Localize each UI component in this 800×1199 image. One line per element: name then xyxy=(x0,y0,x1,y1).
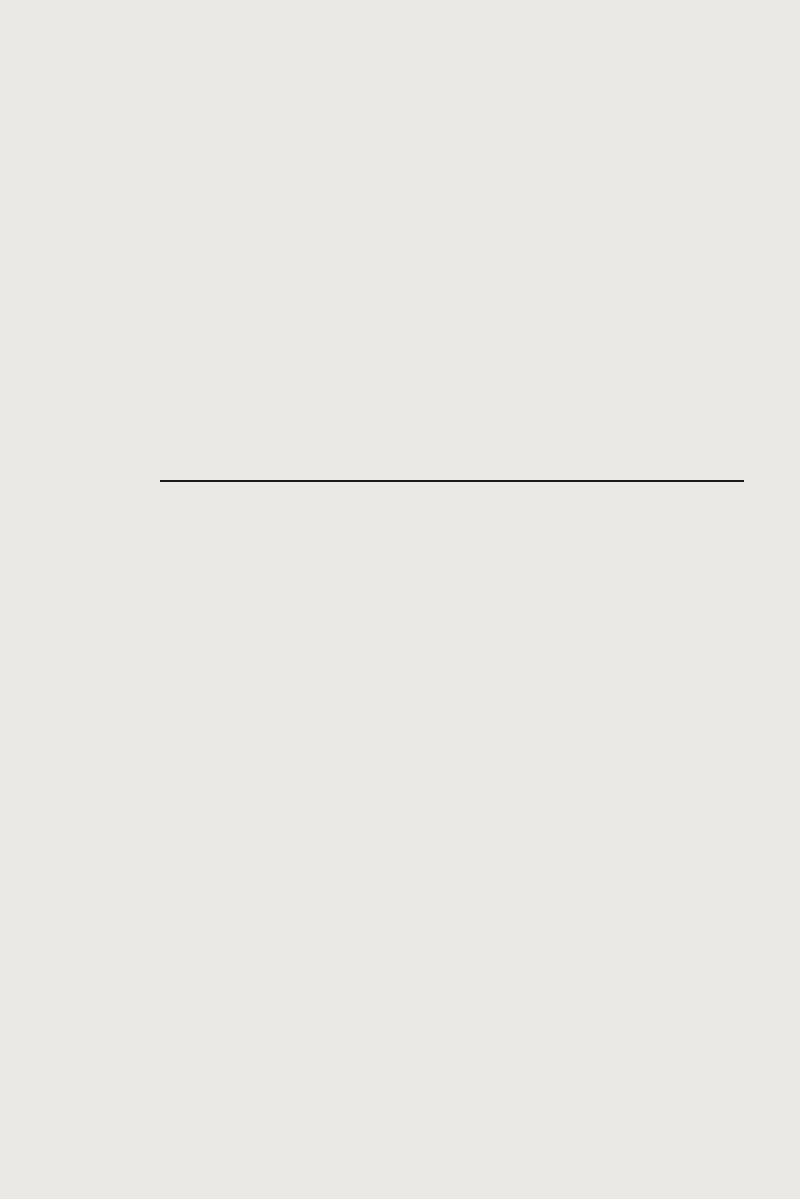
page-header xyxy=(138,28,778,68)
section-divider xyxy=(160,480,744,482)
